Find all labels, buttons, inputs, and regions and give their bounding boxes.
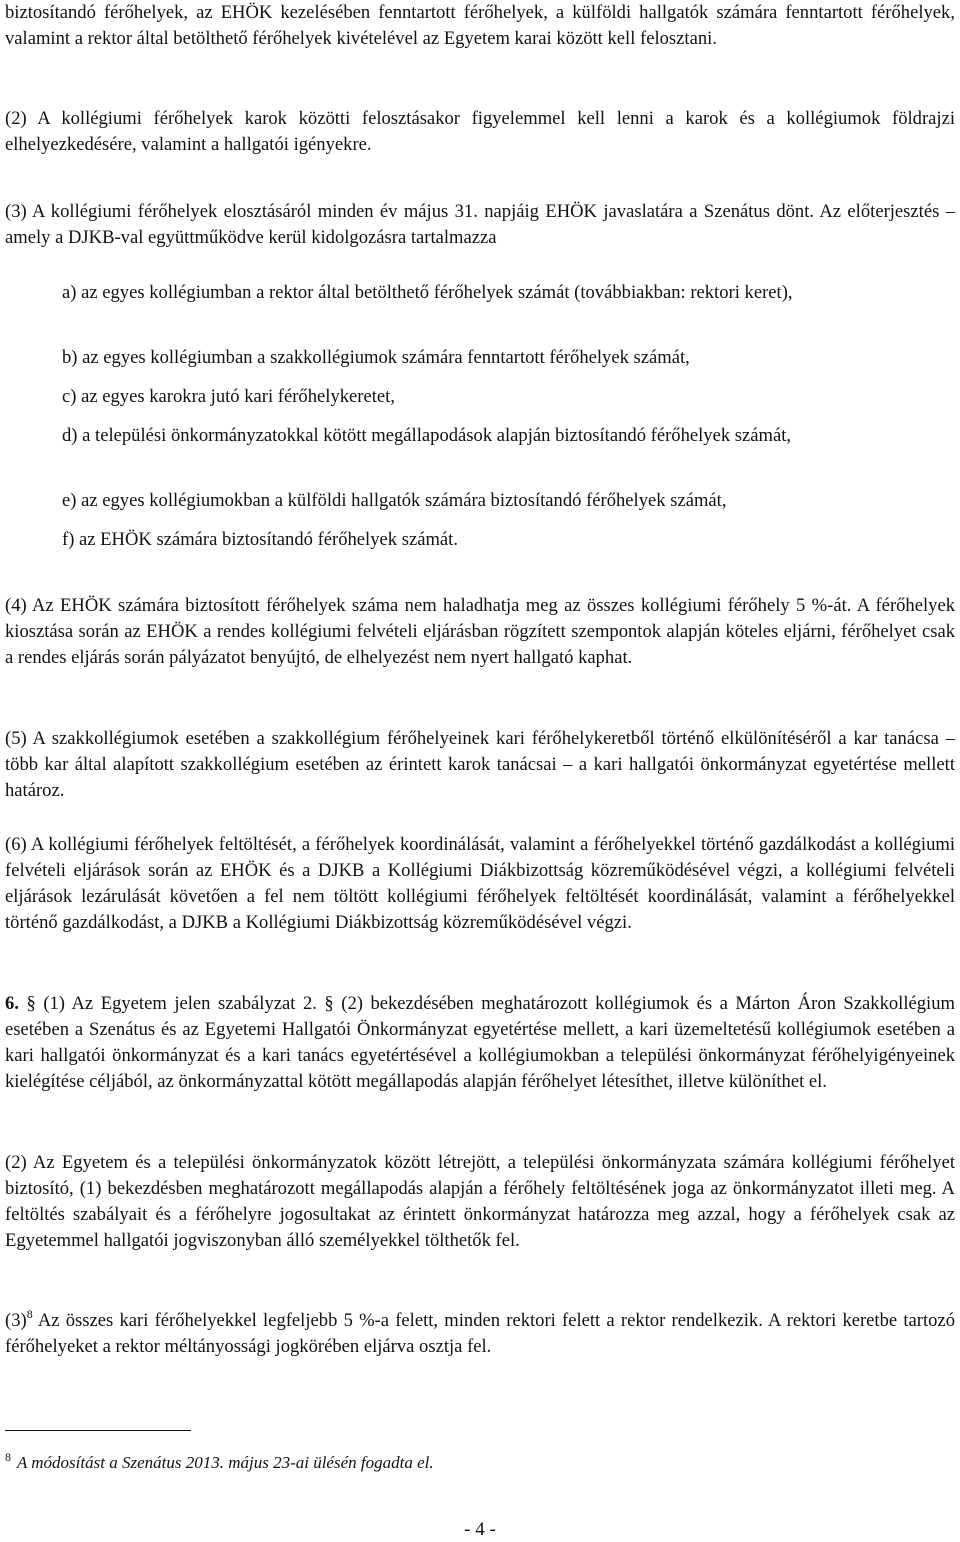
paragraph-5: (5) A szakkollégiumok esetében a szakkollégium férőhelyeinek kari férőhelykeretből történő elkülönítéséről a kar tanácsa – több kar által alapított szakkollégium esetében az érintett karok tanácsai – a kari hallgatói önkormányzat egyetértése mellett határoz. xyxy=(5,728,955,801)
section-6-paragraph-2: (2) Az Egyetem és a települési önkormányzatok között létrejött, a települési önkormányzata számára kollégiumi férőhelyet biztosító, (1) bekezdésben meghatározott megállapodás alapján a férőhely feltöltésének joga az önkormányzatot illeti meg. A feltöltés szabályait és a férőhelyre jogosultakat az érintett önkormányzat határozza meg azzal, hogy a férőhelyek csak az Egyetemmel hallgatói jogviszonyban álló személyekkel tölthetők fel. xyxy=(5,1152,955,1251)
footnote-text: A módosítást a Szenátus 2013. május 23-ai ülésén fogadta el. xyxy=(16,1453,434,1472)
section-number: 6. xyxy=(5,993,19,1014)
footnote-mark: 8 xyxy=(5,1450,11,1464)
section-6-paragraph-3 xyxy=(5,1308,955,1360)
footnote-separator xyxy=(5,1430,191,1431)
list-item-e: e) az egyes kollégiumokban a külföldi hallgatók számára biztosítandó férőhelyek számát, xyxy=(62,490,727,511)
footnote xyxy=(5,1445,905,1475)
section-sign-ref: § xyxy=(324,993,334,1014)
footnote-reference[interactable]: 8 xyxy=(26,1307,33,1321)
list-item-b: b) az egyes kollégiumban a szakkollégiumok számára fenntartott férőhelyek számát, xyxy=(62,347,690,368)
section-6-text-a: (1) Az Egyetem jelen szabályzat 2. xyxy=(43,993,317,1014)
paragraph-intro: biztosítandó férőhelyek, az EHÖK kezelésében fenntartott férőhelyek, a külföldi hallgatók számára fenntartott férőhelyek, valamint a rektor által betölthető férőhelyek kivételével az Egyetem karai között kell felosztani. xyxy=(5,2,955,49)
paragraph-number: (3) xyxy=(5,1310,27,1331)
paragraph-3: (3) A kollégiumi férőhelyek elosztásáról minden év május 31. napjáig EHÖK javaslatára a Szenátus dönt. Az előterjesztés – amely a DJKB-val együttműködve kerül kidolgozásra tartalmazza xyxy=(5,201,955,248)
section-6-text-b: (2) bekezdésében meghatározott kollégiumok és a Márton Áron Szakkollégium esetében a Szenátus és az Egyetemi Hallgatói Önkormányzat egyetértése mellett, a kari üzemeltetésű kollégiumok esetében a kari hallgatói önkormányzat és a kari tanács egyetértésével a kollégiumokban a települési önkormányzat férőhelyigényeinek kielégítése céljából, az önkormányzattal kötött megállapodás alapján férőhelyet létesíthet, illetve különíthet el. xyxy=(5,993,955,1092)
page-number: - 4 - xyxy=(464,1519,496,1540)
section-sign: § xyxy=(26,993,36,1014)
list-item-a: a) az egyes kollégiumban a rektor által betölthető férőhelyek számát (továbbiakban: rektori keret), xyxy=(62,282,793,303)
section-6-paragraph-1 xyxy=(5,991,955,1095)
list-item-d: d) a települési önkormányzatokkal kötött megállapodások alapján biztosítandó férőhelyek számát, xyxy=(62,425,792,446)
paragraph-3-text: Az összes kari férőhelyekkel legfeljebb 5 %-a felett, minden rektori felett a rektor rendelkezik. A rektori keretbe tartozó férőhelyeket a rektor méltányossági jogkörében eljárva osztja fel. xyxy=(5,1310,955,1357)
paragraph-4: (4) Az EHÖK számára biztosított férőhelyek száma nem haladhatja meg az összes kollégiumi férőhely 5 %-át. A férőhelyek kiosztása során az EHÖK a rendes kollégiumi felvételi eljárásban rögzített szempontok alapján köteles eljárni, férőhelyet csak a rendes eljárás során pályázatot benyújtó, de elhelyezést nem nyert hallgató kaphat. xyxy=(5,595,955,668)
paragraph-2: (2) A kollégiumi férőhelyek karok közötti felosztásakor figyelemmel kell lenni a karok és a kollégiumok földrajzi elhelyezkedésére, valamint a hallgatói igényekre. xyxy=(5,108,955,155)
list-item-c: c) az egyes karokra jutó kari férőhelykeretet, xyxy=(62,386,395,407)
paragraph-6: (6) A kollégiumi férőhelyek feltöltését, a férőhelyek koordinálását, valamint a férőhelyekkel történő gazdálkodást a kollégiumi felvételi eljárások során az EHÖK és a DJKB a Kollégiumi Diákbizottság közreműködésével végzi, a kollégiumi felvételi eljárások lezárulását követően a fel nem töltött kollégiumi férőhelyek feltöltését koordinálását, valamint a férőhelyekkel történő gazdálkodást, a DJKB a Kollégiumi Diákbizottság közreműködésével végzi. xyxy=(5,834,955,933)
list-item-f: f) az EHÖK számára biztosítandó férőhelyek számát. xyxy=(62,529,458,550)
